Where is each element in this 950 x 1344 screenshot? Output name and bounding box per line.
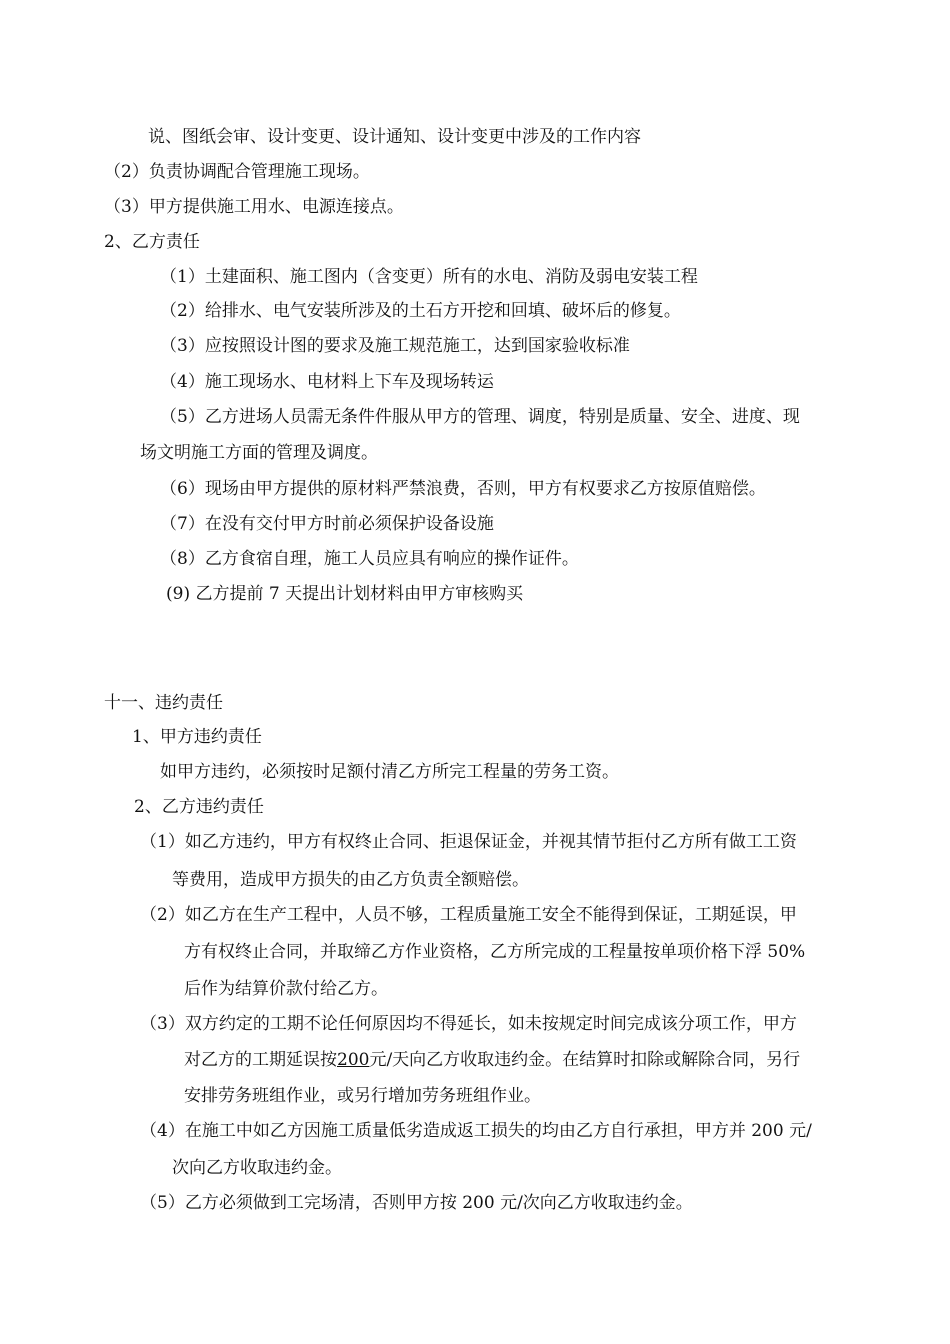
text-line: 等费用，造成甲方损失的由乙方负责全额赔偿。	[172, 870, 529, 890]
section-heading: 2、乙方责任	[104, 232, 200, 252]
text-line: （2）如乙方在生产工程中，人员不够，工程质量施工安全不能得到保证，工期延误，甲	[140, 905, 797, 925]
text-line: 次向乙方收取违约金。	[172, 1158, 342, 1178]
text-line: （3）应按照设计图的要求及施工规范施工，达到国家验收标准	[160, 336, 630, 356]
penalty-amount: 200	[337, 1050, 370, 1070]
text-line: （1）土建面积、施工图内（含变更）所有的水电、消防及弱电安装工程	[160, 267, 698, 287]
subsection-heading: 2、乙方违约责任	[134, 797, 264, 817]
text-line: 如甲方违约，必须按时足额付清乙方所完工程量的劳务工资。	[160, 762, 619, 782]
text-line: （8）乙方食宿自理，施工人员应具有响应的操作证件。	[160, 549, 579, 569]
text-line: (9) 乙方提前 7 天提出计划材料由甲方审核购买	[166, 584, 524, 604]
text-line: （3）双方约定的工期不论任何原因均不得延长，如未按规定时间完成该分项工作，甲方	[140, 1014, 797, 1034]
text-line: （3）甲方提供施工用水、电源连接点。	[104, 197, 404, 217]
subsection-heading: 1、甲方违约责任	[132, 727, 262, 747]
text-line: （6）现场由甲方提供的原材料严禁浪费，否则，甲方有权要求乙方按原值赔偿。	[160, 479, 766, 499]
text-line	[184, 1049, 800, 1071]
text-line: 安排劳务班组作业，或另行增加劳务班组作业。	[184, 1086, 541, 1106]
text-line: （5）乙方必须做到工完场清，否则甲方按 200 元/次向乙方收取违约金。	[140, 1193, 693, 1213]
text-line: 说、图纸会审、设计变更、设计通知、设计变更中涉及的工作内容	[148, 127, 641, 147]
text-line: 方有权终止合同，并取缔乙方作业资格，乙方所完成的工程量按单项价格下浮 50%	[184, 942, 806, 962]
text-line: （2）给排水、电气安装所涉及的土石方开挖和回填、破坏后的修复。	[160, 301, 681, 321]
text-line: 场文明施工方面的管理及调度。	[140, 443, 378, 463]
text-line: （5）乙方进场人员需无条件件服从甲方的管理、调度，特别是质量、安全、进度、现	[160, 407, 800, 427]
text-line: （7）在没有交付甲方时前必须保护设备设施	[160, 514, 494, 534]
section-heading: 十一、违约责任	[104, 693, 223, 713]
text-line: （4）施工现场水、电材料上下车及现场转运	[160, 372, 494, 392]
text-line: （2）负责协调配合管理施工现场。	[104, 162, 370, 182]
text-line: （4）在施工中如乙方因施工质量低劣造成返工损失的均由乙方自行承担，甲方并 200 元/	[140, 1121, 812, 1141]
text-line: 后作为结算价款付给乙方。	[184, 979, 388, 999]
text-segment: 对乙方的工期延误按	[184, 1050, 337, 1070]
text-line: （1）如乙方违约，甲方有权终止合同、拒退保证金，并视其情节拒付乙方所有做工工资	[140, 832, 797, 852]
text-segment: 元/天向乙方收取违约金。在结算时扣除或解除合同，另行	[369, 1050, 801, 1070]
